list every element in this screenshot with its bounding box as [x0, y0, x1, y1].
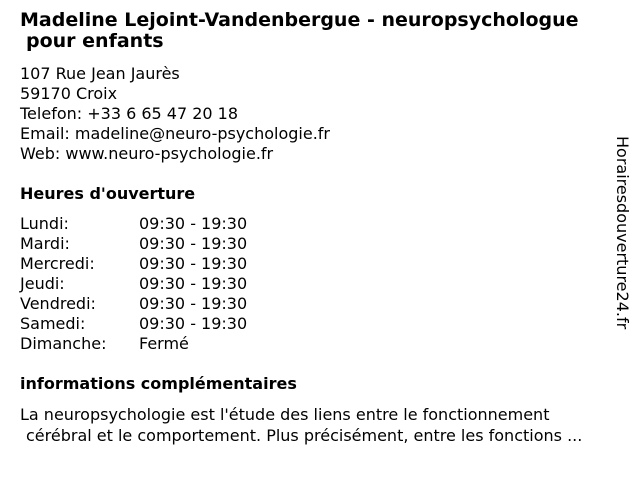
- hours-row: [20, 294, 247, 314]
- page-title-line2: pour enfants: [26, 30, 164, 52]
- email-text: Email: madeline@neuro-psychologie.fr: [20, 124, 331, 143]
- contact-block: [20, 64, 330, 164]
- hours-day: Lundi:: [20, 214, 69, 233]
- description-line1: La neuropsychologie est l'étude des liens entre le fonctionnement: [20, 405, 550, 424]
- hours-row: [20, 274, 247, 294]
- site-watermark: Horairesdouverture24.fr: [613, 136, 632, 330]
- hours-time: 09:30 - 19:30: [139, 314, 248, 333]
- hours-time: 09:30 - 19:30: [139, 274, 248, 293]
- hours-day: Dimanche:: [20, 334, 107, 353]
- hours-day: Samedi:: [20, 314, 86, 333]
- hours-row: [20, 254, 247, 274]
- description-line2: cérébral et le comportement. Plus précisément, entre les fonctions ...: [26, 426, 583, 445]
- hours-day: Vendredi:: [20, 294, 96, 313]
- hours-time: 09:30 - 19:30: [139, 254, 248, 273]
- hours-row: [20, 234, 247, 254]
- hours-day: Jeudi:: [20, 274, 65, 293]
- hours-time: 09:30 - 19:30: [139, 234, 248, 253]
- hours-row: [20, 334, 247, 354]
- phone-text: Telefon: +33 6 65 47 20 18: [20, 104, 239, 123]
- page-title: [20, 10, 620, 52]
- description-text: [20, 404, 636, 446]
- hours-day: Mercredi:: [20, 254, 95, 273]
- hours-time: 09:30 - 19:30: [139, 294, 248, 313]
- hours-heading: Heures d'ouverture: [20, 184, 196, 203]
- address-street: 107 Rue Jean Jaurès: [20, 64, 180, 83]
- hours-row: [20, 314, 247, 334]
- hours-row: [20, 214, 247, 234]
- web-text: Web: www.neuro-psychologie.fr: [20, 144, 274, 163]
- address-city: 59170 Croix: [20, 84, 118, 103]
- hours-time: 09:30 - 19:30: [139, 214, 248, 233]
- hours-table: [20, 214, 247, 354]
- hours-day: Mardi:: [20, 234, 70, 253]
- page-title-line1: Madeline Lejoint-Vandenbergue - neuropsychologue: [20, 9, 579, 31]
- hours-time: Fermé: [139, 334, 189, 353]
- info-heading: informations complémentaires: [20, 374, 297, 393]
